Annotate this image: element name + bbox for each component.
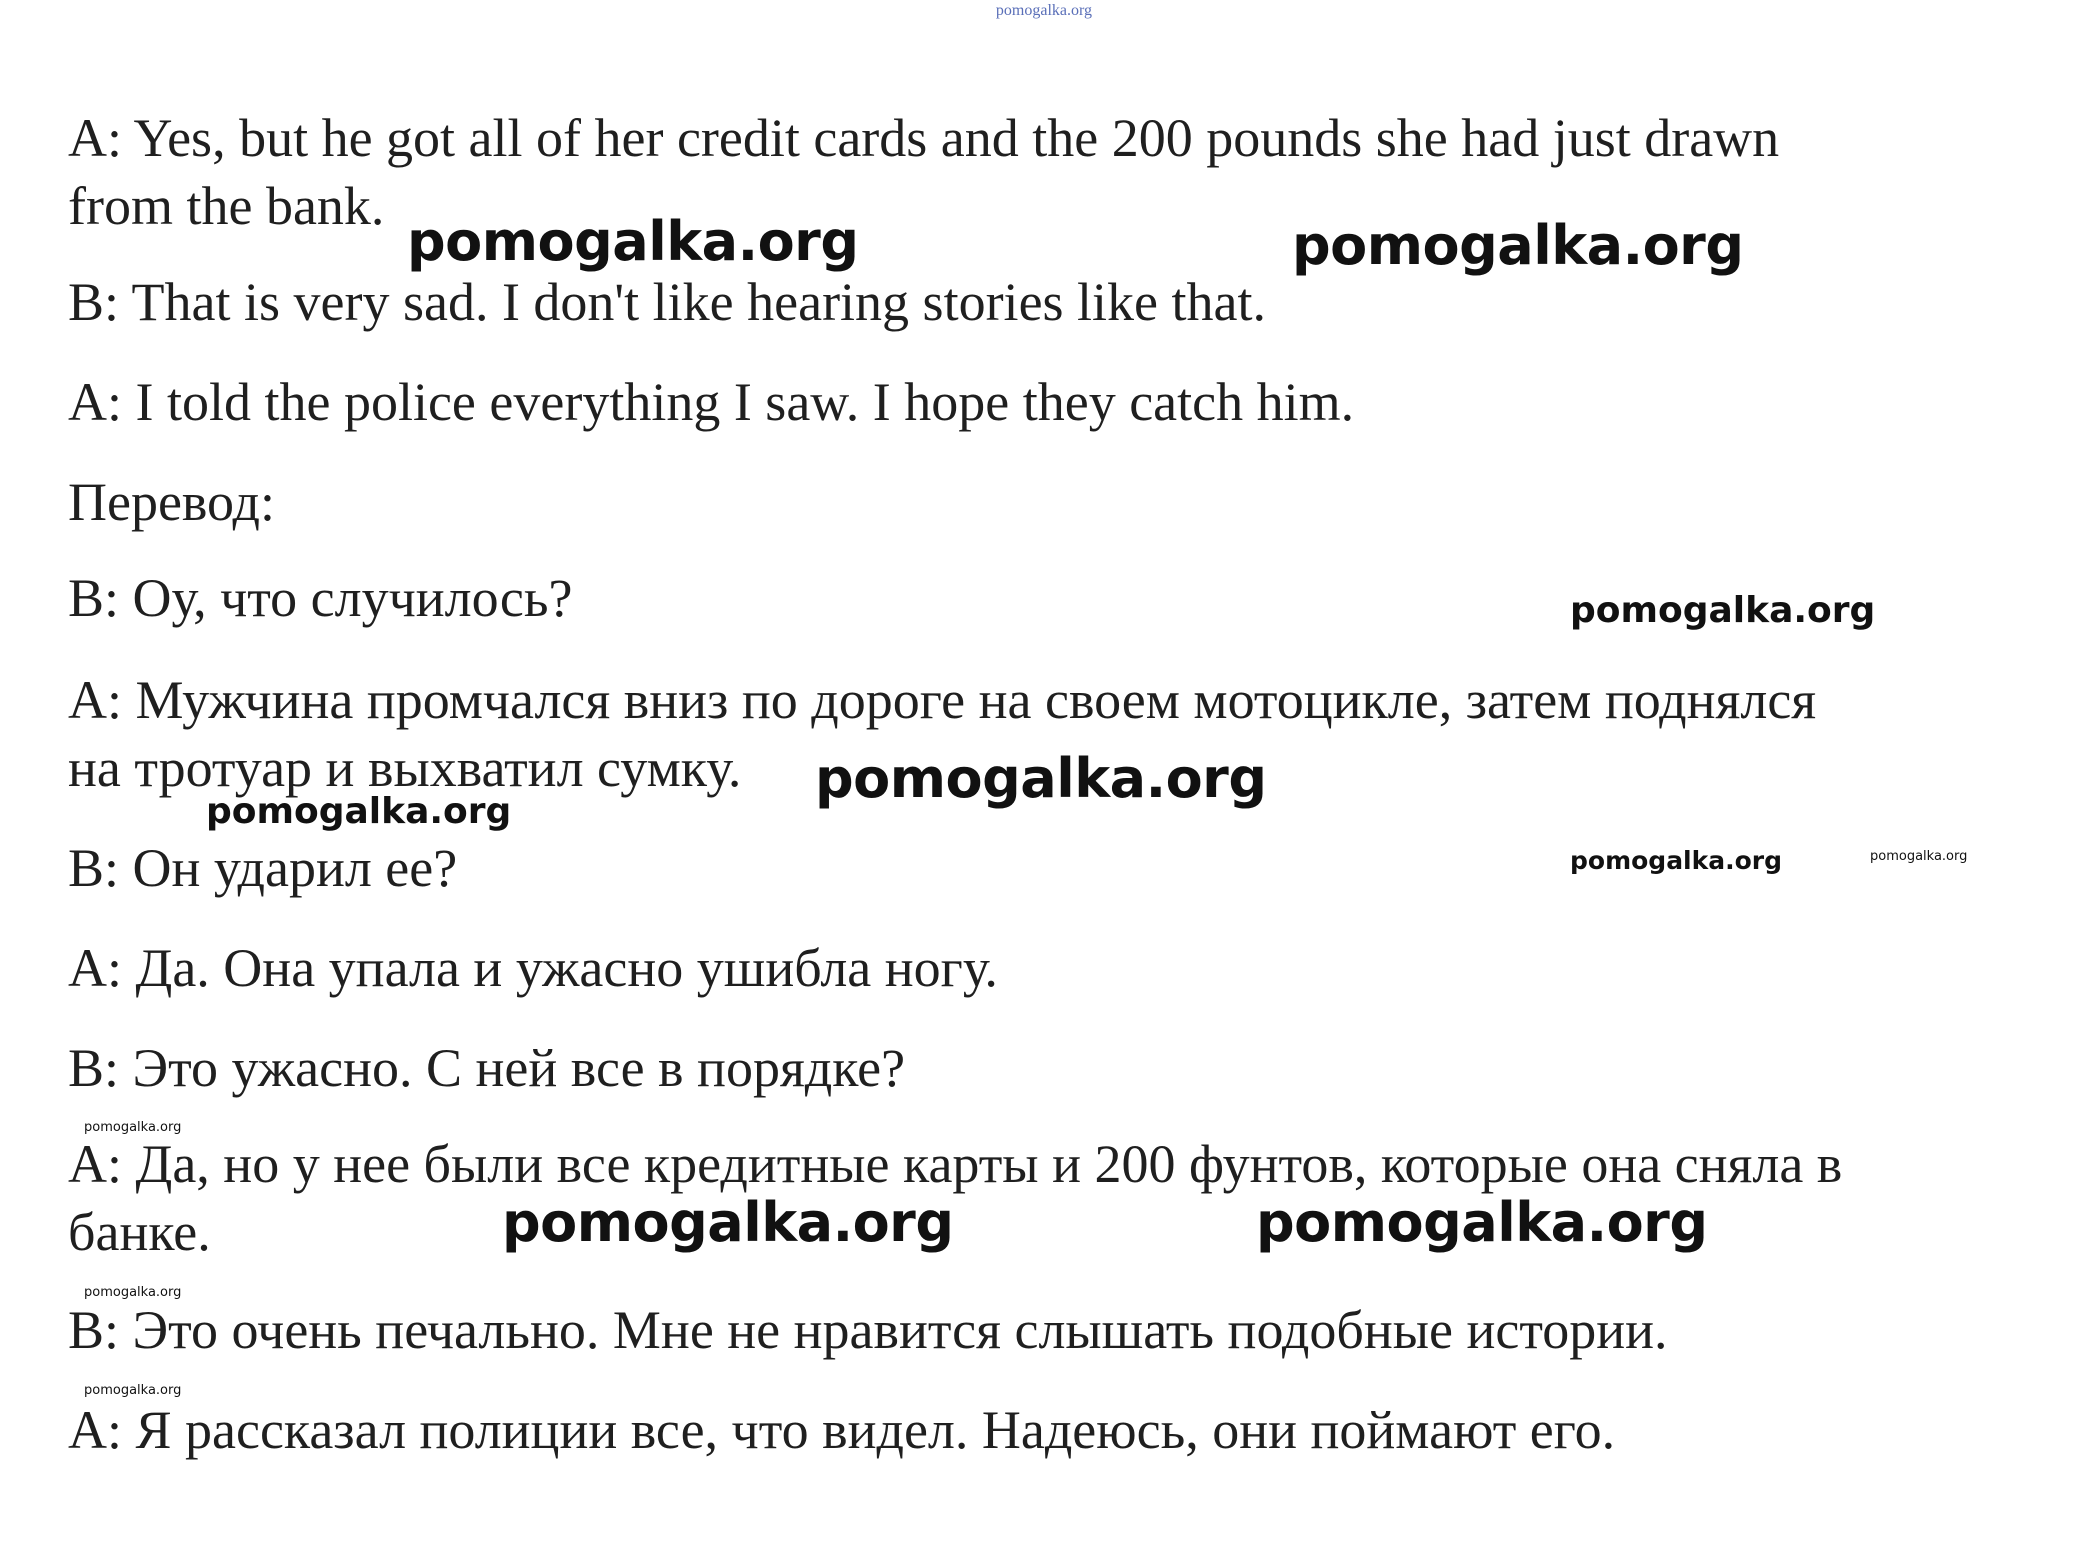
dialogue-line-ru-6a: A: Да, но у нее были все кредитные карты и 200 фунтов, которые она сняла в xyxy=(68,1134,1843,1194)
dialogue-line-ru-7: B: Это очень печально. Мне не нравится слышать подобные истории. xyxy=(68,1300,1668,1360)
watermark: pomogalka.org xyxy=(206,791,512,832)
dialogue-line-ru-4: A: Да. Она упала и ужасно ушибла ногу. xyxy=(68,938,998,998)
dialogue-line-ru-1: B: Оу, что случилось? xyxy=(68,568,573,628)
watermark: pomogalka.org xyxy=(84,1285,182,1300)
watermark: pomogalka.org xyxy=(1256,1191,1708,1254)
dialogue-line-en-2: B: That is very sad. I don't like hearing stories like that. xyxy=(68,272,1266,332)
watermark: pomogalka.org xyxy=(502,1191,954,1254)
watermark: pomogalka.org xyxy=(84,1120,182,1135)
watermark: pomogalka.org xyxy=(1570,846,1783,875)
watermark: pomogalka.org xyxy=(84,1383,182,1398)
dialogue-line-ru-3: B: Он ударил ее? xyxy=(68,838,458,898)
dialogue-line-en-3: A: I told the police everything I saw. I hope they catch him. xyxy=(68,372,1355,432)
watermark: pomogalka.org xyxy=(1870,849,1968,864)
watermark: pomogalka.org xyxy=(815,747,1267,810)
dialogue-line-ru-5: B: Это ужасно. С ней все в порядке? xyxy=(68,1038,906,1098)
watermark: pomogalka.org xyxy=(1570,590,1876,631)
dialogue-line-ru-8: A: Я рассказал полиции все, что видел. Надеюсь, они поймают его. xyxy=(68,1400,1616,1460)
header-watermark: pomogalka.org xyxy=(995,2,1093,19)
dialogue-line-en-1b: from the bank. xyxy=(68,176,385,236)
dialogue-line-ru-6b: банке. xyxy=(68,1202,211,1262)
dialogue-line-ru-2a: A: Мужчина промчался вниз по дороге на своем мотоцикле, затем поднялся xyxy=(68,670,1817,730)
dialogue-line-en-1a: A: Yes, but he got all of her credit cards and the 200 pounds she had just drawn xyxy=(68,108,1780,168)
watermark: pomogalka.org xyxy=(407,210,859,273)
translation-heading: Перевод: xyxy=(68,472,275,532)
watermark: pomogalka.org xyxy=(1292,214,1744,277)
dialogue-line-ru-2b: на тротуар и выхватил сумку. xyxy=(68,738,742,798)
